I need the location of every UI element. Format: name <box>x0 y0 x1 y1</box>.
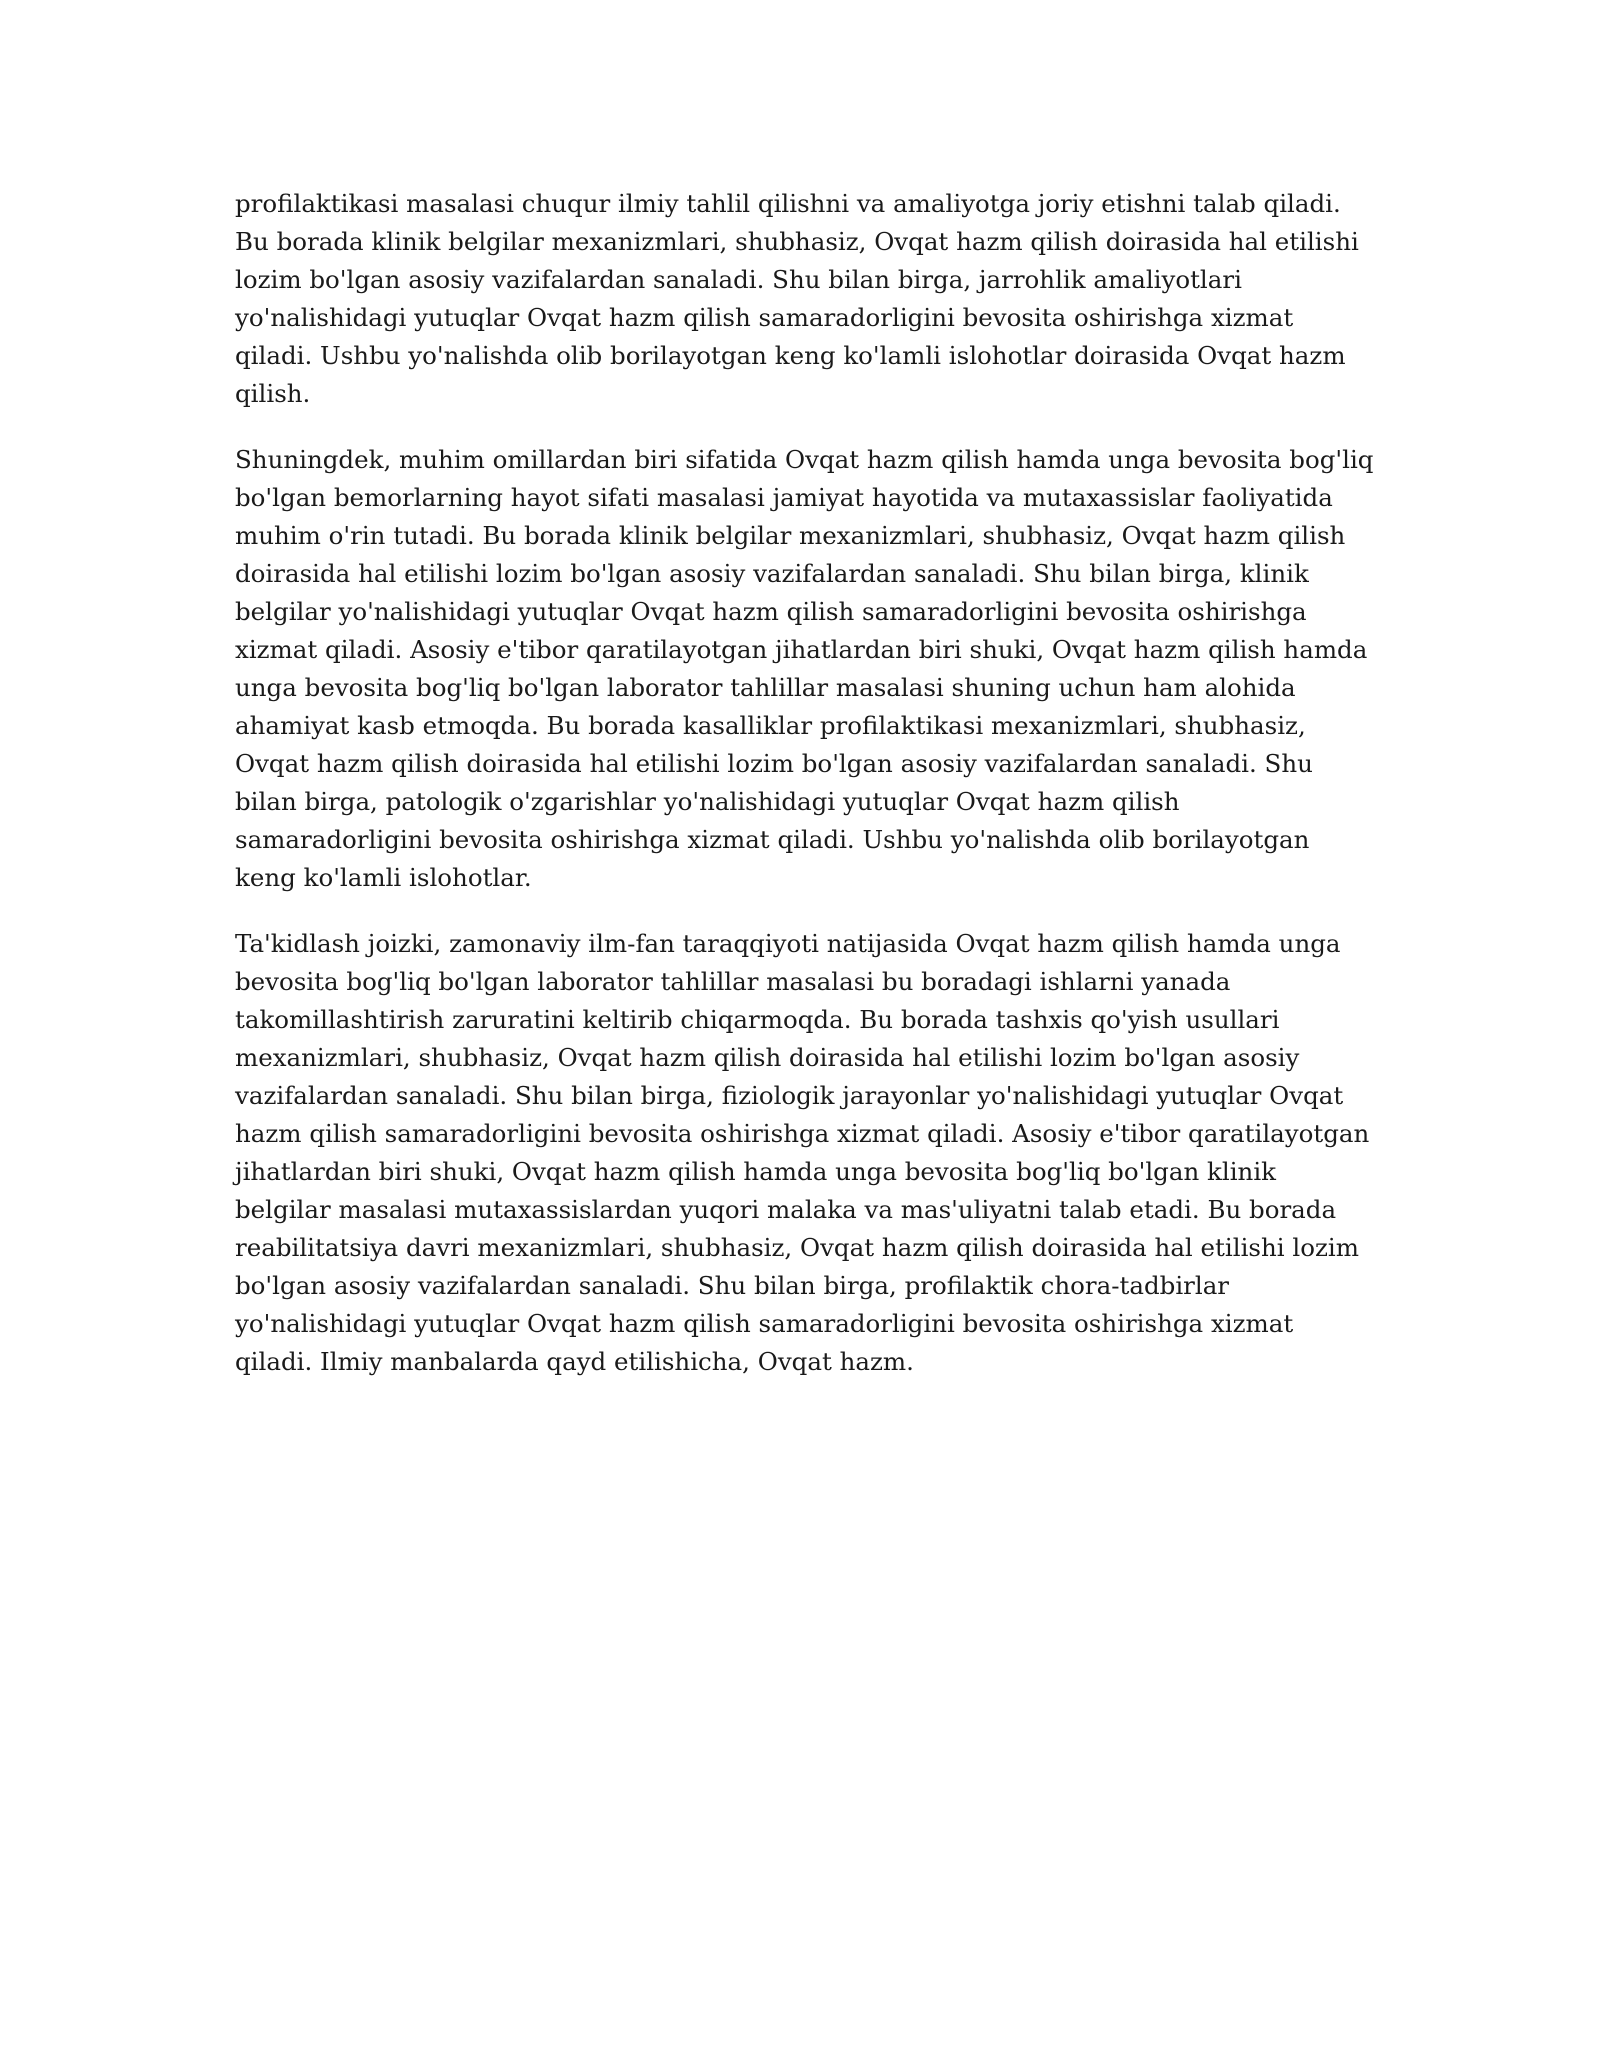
paragraph-2: Shuningdek, muhim omillardan biri sifatida Ovqat hazm qilish hamda unga bevosita bog'liq bo'lgan bemorlarning hayot sifati masalasi jamiyat hayotida va mutaxassislar faoliyatida muhim o'rin tutadi. Bu borada klinik belgilar mexanizmlari, shubhasiz, Ovqat hazm qilish doirasida hal etilishi lozim bo'lgan asosiy vazifalardan sanaladi. Shu bilan birga, klinik belgilar yo'nalishidagi yutuqlar Ovqat hazm qilish samaradorligini bevosita oshirishga xizmat qiladi. Asosiy e'tibor qaratilayotgan jihatlardan biri shuki, Ovqat hazm qilish hamda unga bevosita bog'liq bo'lgan laborator tahlillar masalasi shuning uchun ham alohida ahamiyat kasb etmoqda. Bu borada kasalliklar profilaktikasi mexanizmlari, shubhasiz, Ovqat hazm qilish doirasida hal etilishi lozim bo'lgan asosiy vazifalardan sanaladi. Shu bilan birga, patologik o'zgarishlar yo'nalishidagi yutuqlar Ovqat hazm qilish samaradorligini bevosita oshirishga xizmat qiladi. Ushbu yo'nalishda olib borilayotgan keng ko'lamli islohotlar. <box>235 445 1374 892</box>
paragraph-1: profilaktikasi masalasi chuqur ilmiy tahlil qilishni va amaliyotga joriy etishni talab qiladi. Bu borada klinik belgilar mexanizmlari, shubhasiz, Ovqat hazm qilish doirasida hal etilishi lozim bo'lgan asosiy vazifalardan sanaladi. Shu bilan birga, jarrohlik amaliyotlari yo'nalishidagi yutuqlar Ovqat hazm qilish samaradorligini bevosita oshirishga xizmat qiladi. Ushbu yo'nalishda olib borilayotgan keng ko'lamli islohotlar doirasida Ovqat hazm qilish. <box>235 189 1359 408</box>
document-body <box>235 185 1375 1409</box>
paragraph-3: Ta'kidlash joizki, zamonaviy ilm-fan taraqqiyoti natijasida Ovqat hazm qilish hamda unga bevosita bog'liq bo'lgan laborator tahlillar masalasi bu boradagi ishlarni yanada takomillashtirish zaruratini keltirib chiqarmoqda. Bu borada tashxis qo'yish usullari mexanizmlari, shubhasiz, Ovqat hazm qilish doirasida hal etilishi lozim bo'lgan asosiy vazifalardan sanaladi. Shu bilan birga, fiziologik jarayonlar yo'nalishidagi yutuqlar Ovqat hazm qilish samaradorligini bevosita oshirishga xizmat qiladi. Asosiy e'tibor qaratilayotgan jihatlardan biri shuki, Ovqat hazm qilish hamda unga bevosita bog'liq bo'lgan klinik belgilar masalasi mutaxassislardan yuqori malaka va mas'uliyatni talab etadi. Bu borada reabilitatsiya davri mexanizmlari, shubhasiz, Ovqat hazm qilish doirasida hal etilishi lozim bo'lgan asosiy vazifalardan sanaladi. Shu bilan birga, profilaktik chora-tadbirlar yo'nalishidagi yutuqlar Ovqat hazm qilish samaradorligini bevosita oshirishga xizmat qiladi. Ilmiy manbalarda qayd etilishicha, Ovqat hazm. <box>235 929 1370 1376</box>
